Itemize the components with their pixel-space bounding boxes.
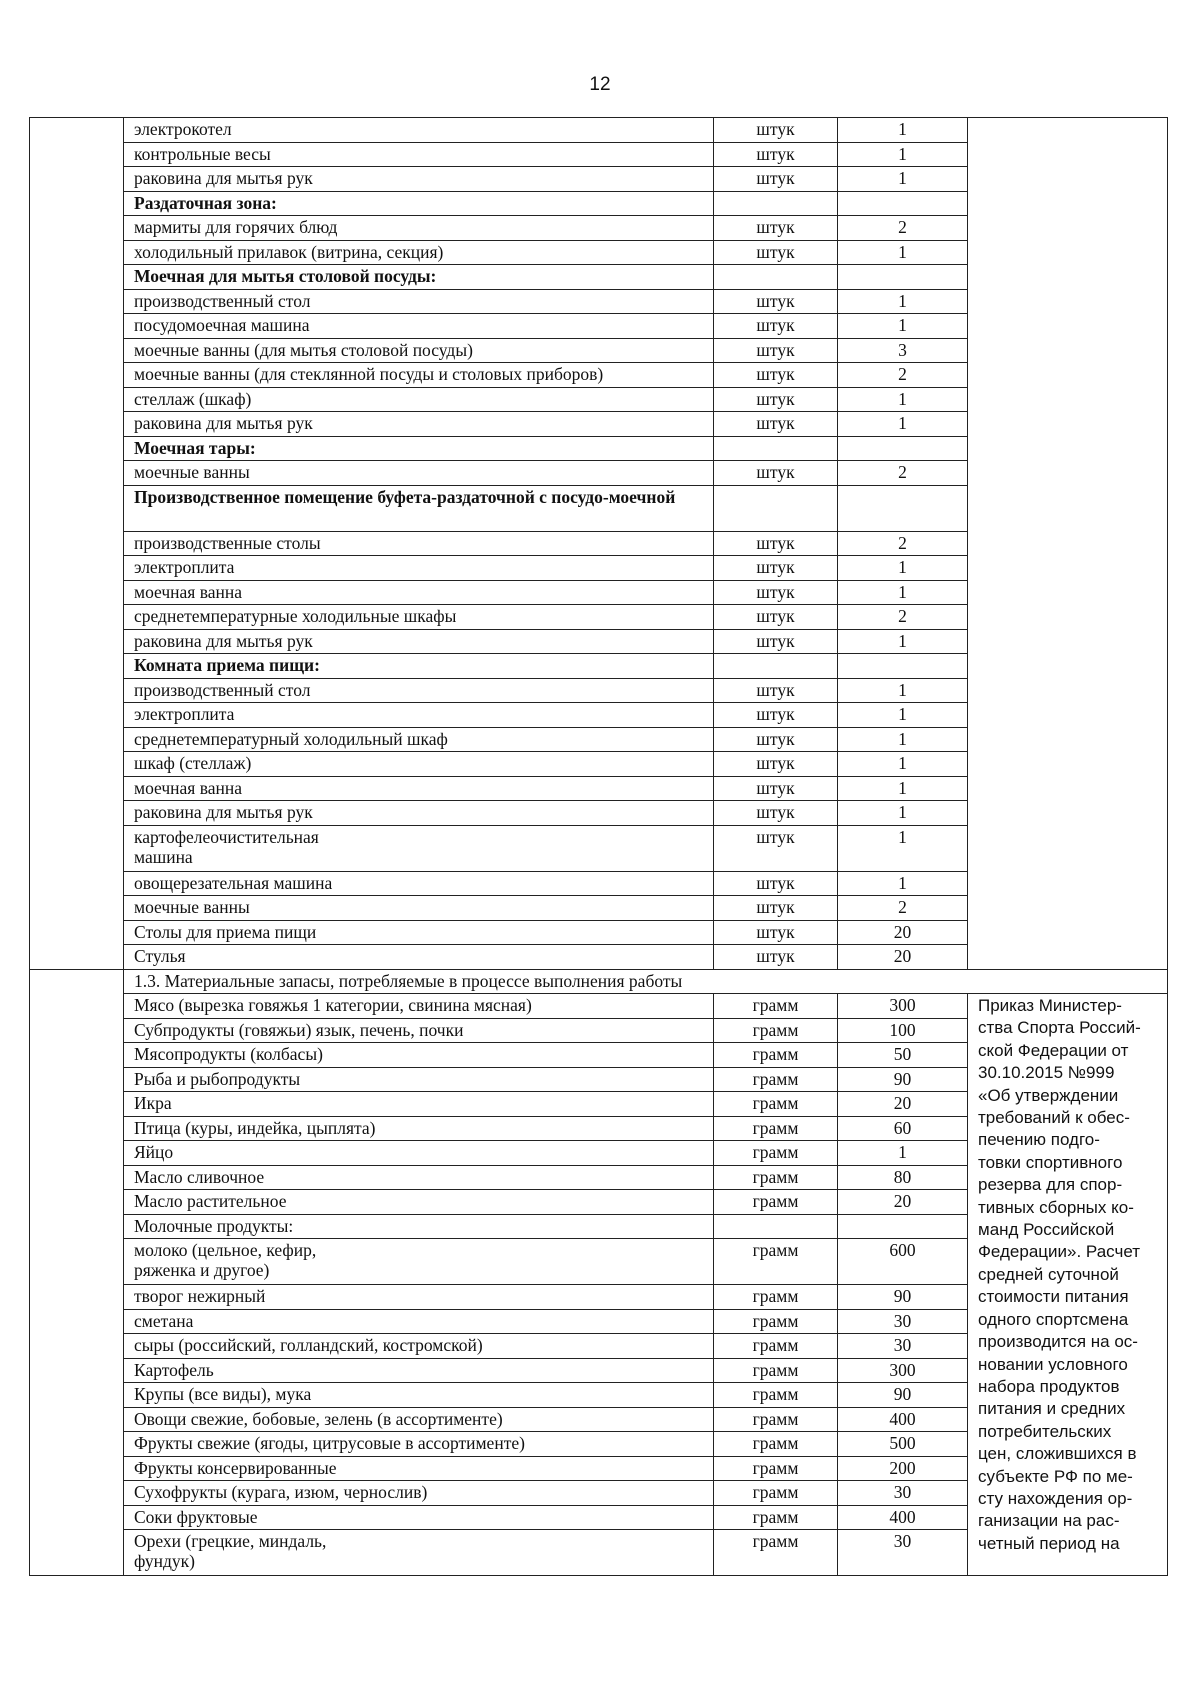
item-unit: штук (714, 605, 838, 630)
item-qty (838, 191, 968, 216)
item-qty: 90 (838, 1067, 968, 1092)
item-qty: 1 (838, 727, 968, 752)
note-line: Федерации». Расчет (978, 1242, 1140, 1262)
item-unit: штук (714, 338, 838, 363)
item-qty: 1 (838, 1141, 968, 1166)
note-line: одного спортсмена (978, 1309, 1129, 1329)
note-line: цен, сложившихся в (978, 1444, 1137, 1464)
item-unit: штук (714, 871, 838, 896)
item-unit: грамм (714, 1092, 838, 1117)
item-unit: штук (714, 216, 838, 241)
item-unit: грамм (714, 1165, 838, 1190)
note-line: потребительских (978, 1421, 1112, 1441)
note-line: резерва для спор- (978, 1175, 1123, 1195)
item-qty: 20 (838, 1092, 968, 1117)
item-qty: 1 (838, 580, 968, 605)
item-name: Икра (124, 1092, 714, 1117)
item-unit: грамм (714, 1407, 838, 1432)
note-line: новании условного (978, 1354, 1128, 1374)
item-qty: 1 (838, 825, 968, 871)
item-name: Картофель (124, 1358, 714, 1383)
item-qty (838, 265, 968, 290)
note-line: манд Российской (978, 1220, 1115, 1240)
item-name: молоко (цельное, кефир, ряженка и другое) (124, 1239, 714, 1285)
note-line: Приказ Министер- (978, 996, 1122, 1015)
note-line: печению подго- (978, 1130, 1100, 1150)
item-unit: штук (714, 289, 838, 314)
item-qty: 500 (838, 1432, 968, 1457)
item-qty: 20 (838, 920, 968, 945)
item-qty: 1 (838, 752, 968, 777)
item-unit (714, 265, 838, 290)
item-unit (714, 654, 838, 679)
item-name: картофелеочистительная машина (124, 825, 714, 871)
item-name: Яйцо (124, 1141, 714, 1166)
item-name: Масло сливочное (124, 1165, 714, 1190)
item-name: моечные ванны (для стеклянной посуды и столовых приборов) (124, 363, 714, 388)
item-qty (838, 485, 968, 531)
item-name: производственный стол (124, 678, 714, 703)
note-line: ства Спорта Россий- (978, 1018, 1141, 1038)
note-line: набора продуктов (978, 1376, 1120, 1396)
item-name: стеллаж (шкаф) (124, 387, 714, 412)
item-qty: 100 (838, 1018, 968, 1043)
item-name: сметана (124, 1309, 714, 1334)
item-unit: штук (714, 920, 838, 945)
page-number: 12 (589, 74, 611, 95)
item-qty (838, 436, 968, 461)
item-name: шкаф (стеллаж) (124, 752, 714, 777)
section-heading: 1.3. Материальные запасы, потребляемые в процессе выполнения работы (124, 969, 1168, 994)
item-qty: 30 (838, 1530, 968, 1576)
item-unit: грамм (714, 1116, 838, 1141)
item-unit: штук (714, 387, 838, 412)
item-name: Мясо (вырезка говяжья 1 категории, свинина мясная) (124, 994, 714, 1019)
item-qty: 1 (838, 142, 968, 167)
item-unit: штук (714, 752, 838, 777)
note-line: четный период на (978, 1533, 1120, 1553)
item-qty: 1 (838, 678, 968, 703)
item-unit: грамм (714, 1190, 838, 1215)
item-name: Крупы (все виды), мука (124, 1383, 714, 1408)
item-unit: грамм (714, 1141, 838, 1166)
item-unit: грамм (714, 1043, 838, 1068)
item-unit: штук (714, 776, 838, 801)
item-qty: 1 (838, 387, 968, 412)
item-name: электрокотел (124, 118, 714, 143)
item-qty: 2 (838, 216, 968, 241)
item-qty: 2 (838, 531, 968, 556)
item-qty: 30 (838, 1334, 968, 1359)
item-name: Рыба и рыбопродукты (124, 1067, 714, 1092)
item-name: раковина для мытья рук (124, 629, 714, 654)
item-name: среднетемпературные холодильные шкафы (124, 605, 714, 630)
item-name: Сухофрукты (курага, изюм, чернослив) (124, 1481, 714, 1506)
item-qty: 1 (838, 167, 968, 192)
item-name: Птица (куры, индейка, цыплята) (124, 1116, 714, 1141)
left-empty-cell (30, 969, 124, 1576)
item-name: Раздаточная зона: (124, 191, 714, 216)
item-unit: штук (714, 167, 838, 192)
item-name: Соки фруктовые (124, 1505, 714, 1530)
item-name: Мясопродукты (колбасы) (124, 1043, 714, 1068)
item-unit: грамм (714, 1456, 838, 1481)
table-row (30, 994, 1168, 1019)
note-line: товки спортивного (978, 1152, 1123, 1172)
item-unit: грамм (714, 1018, 838, 1043)
item-qty: 30 (838, 1309, 968, 1334)
item-qty: 300 (838, 1358, 968, 1383)
item-unit: штук (714, 896, 838, 921)
section-heading-row (30, 969, 1168, 994)
item-unit: штук (714, 727, 838, 752)
item-name: производственные столы (124, 531, 714, 556)
item-name: Моечная тары: (124, 436, 714, 461)
item-qty: 400 (838, 1407, 968, 1432)
item-unit: штук (714, 142, 838, 167)
item-unit: штук (714, 678, 838, 703)
item-unit: грамм (714, 1309, 838, 1334)
item-qty: 3 (838, 338, 968, 363)
item-qty: 1 (838, 871, 968, 896)
item-name: мармиты для горячих блюд (124, 216, 714, 241)
item-name: Столы для приема пищи (124, 920, 714, 945)
item-unit: грамм (714, 1432, 838, 1457)
item-name: Моечная для мытья столовой посуды: (124, 265, 714, 290)
item-name: Фрукты консервированные (124, 1456, 714, 1481)
right-empty-cell (968, 118, 1168, 970)
item-name: раковина для мытья рук (124, 412, 714, 437)
note-line: требований к обес- (978, 1108, 1130, 1128)
note-line: средней суточной (978, 1264, 1119, 1284)
item-unit (714, 191, 838, 216)
left-empty-cell (30, 118, 124, 970)
item-unit: штук (714, 363, 838, 388)
note-line: производится на ос- (978, 1332, 1138, 1352)
item-qty: 1 (838, 118, 968, 143)
requirements-table (29, 117, 1168, 1576)
item-unit: грамм (714, 1383, 838, 1408)
item-name: посудомоечная машина (124, 314, 714, 339)
item-qty: 2 (838, 605, 968, 630)
item-qty: 60 (838, 1116, 968, 1141)
item-unit: штук (714, 461, 838, 486)
item-name: Орехи (грецкие, миндаль, фундук) (124, 1530, 714, 1576)
item-unit: грамм (714, 1481, 838, 1506)
item-qty: 20 (838, 945, 968, 970)
item-unit (714, 1214, 838, 1239)
item-unit: штук (714, 703, 838, 728)
item-name: моечные ванны (124, 896, 714, 921)
item-qty: 30 (838, 1481, 968, 1506)
item-qty: 80 (838, 1165, 968, 1190)
item-unit: грамм (714, 1530, 838, 1576)
item-name: раковина для мытья рук (124, 801, 714, 826)
item-name: Комната приема пищи: (124, 654, 714, 679)
item-unit (714, 436, 838, 461)
item-qty: 1 (838, 703, 968, 728)
item-qty: 50 (838, 1043, 968, 1068)
item-name: Производственное помещение буфета-раздаточной с посудо-моечной (124, 485, 714, 531)
item-name: творог нежирный (124, 1285, 714, 1310)
item-qty: 1 (838, 801, 968, 826)
item-unit: штук (714, 801, 838, 826)
item-qty: 90 (838, 1285, 968, 1310)
item-name: Молочные продукты: (124, 1214, 714, 1239)
note-line: стоимости питания (978, 1287, 1129, 1307)
item-name: сыры (российский, голландский, костромской) (124, 1334, 714, 1359)
item-name: электроплита (124, 703, 714, 728)
legal-basis-note (968, 994, 1168, 1576)
note-line: питания и средних (978, 1399, 1126, 1419)
note-line: субъекте РФ по ме- (978, 1466, 1133, 1486)
item-unit: грамм (714, 1285, 838, 1310)
item-name: раковина для мытья рук (124, 167, 714, 192)
item-name: Масло растительное (124, 1190, 714, 1215)
item-unit: грамм (714, 994, 838, 1019)
table-row (30, 118, 1168, 143)
item-unit: грамм (714, 1358, 838, 1383)
item-unit: штук (714, 314, 838, 339)
item-unit: штук (714, 825, 838, 871)
item-unit: грамм (714, 1239, 838, 1285)
item-qty: 1 (838, 556, 968, 581)
note-line: ганизации на рас- (978, 1511, 1120, 1531)
item-qty: 400 (838, 1505, 968, 1530)
item-unit: штук (714, 118, 838, 143)
item-name: электроплита (124, 556, 714, 581)
item-unit (714, 485, 838, 531)
item-unit: грамм (714, 1334, 838, 1359)
item-qty (838, 654, 968, 679)
item-qty: 90 (838, 1383, 968, 1408)
item-name: Овощи свежие, бобовые, зелень (в ассортименте) (124, 1407, 714, 1432)
item-unit: штук (714, 240, 838, 265)
item-qty: 1 (838, 412, 968, 437)
item-qty: 1 (838, 289, 968, 314)
item-name: производственный стол (124, 289, 714, 314)
item-name: среднетемпературный холодильный шкаф (124, 727, 714, 752)
note-line: ской Федерации от (978, 1040, 1129, 1060)
item-qty (838, 1214, 968, 1239)
item-qty: 1 (838, 776, 968, 801)
item-name: моечные ванны (124, 461, 714, 486)
note-line: сту нахождения ор- (978, 1488, 1133, 1508)
item-unit: штук (714, 629, 838, 654)
item-unit: грамм (714, 1067, 838, 1092)
item-qty: 200 (838, 1456, 968, 1481)
item-name: моечная ванна (124, 580, 714, 605)
item-unit: штук (714, 412, 838, 437)
item-name: холодильный прилавок (витрина, секция) (124, 240, 714, 265)
item-name: моечные ванны (для мытья столовой посуды) (124, 338, 714, 363)
item-qty: 20 (838, 1190, 968, 1215)
item-qty: 1 (838, 629, 968, 654)
item-name: овощерезательная машина (124, 871, 714, 896)
item-unit: штук (714, 580, 838, 605)
item-name: контрольные весы (124, 142, 714, 167)
item-unit: штук (714, 945, 838, 970)
item-name: Субпродукты (говяжьи) язык, печень, почки (124, 1018, 714, 1043)
item-qty: 2 (838, 896, 968, 921)
item-qty: 1 (838, 240, 968, 265)
item-qty: 2 (838, 461, 968, 486)
item-unit: штук (714, 531, 838, 556)
item-unit: штук (714, 556, 838, 581)
item-qty: 300 (838, 994, 968, 1019)
item-name: моечная ванна (124, 776, 714, 801)
item-unit: грамм (714, 1505, 838, 1530)
item-name: Фрукты свежие (ягоды, цитрусовые в ассортименте) (124, 1432, 714, 1457)
note-line: «Об утверждении (978, 1085, 1119, 1105)
item-name: Стулья (124, 945, 714, 970)
item-qty: 1 (838, 314, 968, 339)
note-line: тивных сборных ко- (978, 1197, 1134, 1217)
item-qty: 600 (838, 1239, 968, 1285)
item-qty: 2 (838, 363, 968, 388)
note-line: 30.10.2015 №999 (978, 1063, 1115, 1083)
